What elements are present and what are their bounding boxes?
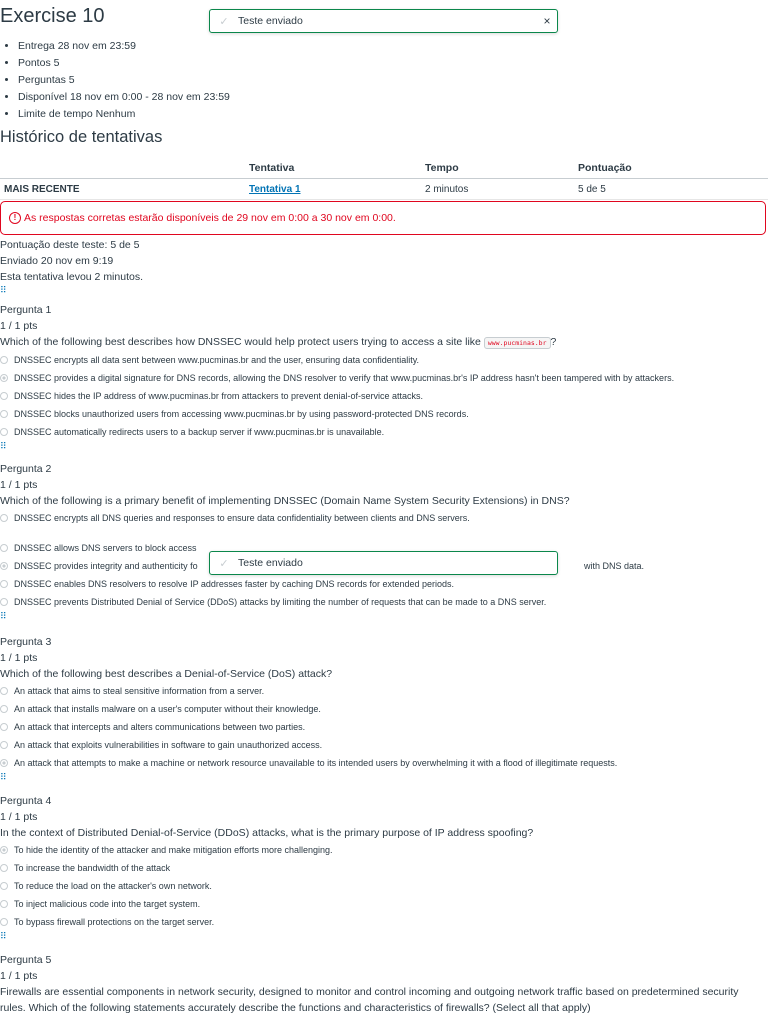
question-4 (0, 793, 533, 941)
question-name: Pergunta 1 (0, 304, 52, 316)
drag-handle-icon[interactable]: ⠿ (0, 611, 6, 621)
table-row (0, 179, 768, 200)
drag-handle-icon[interactable]: ⠿ (0, 772, 6, 782)
answer-option[interactable]: DNSSEC prevents Distributed Denial of Service (DDoS) attacks by limiting the number of requests that can be made to a DNS server. (0, 593, 768, 611)
question-name: Pergunta 3 (0, 636, 52, 648)
radio-button[interactable] (0, 900, 8, 908)
quiz-details-list (0, 38, 230, 123)
column-header (0, 157, 245, 179)
answer-option[interactable]: To inject malicious code into the target system. (0, 895, 533, 913)
drag-handle-icon[interactable]: ⠿ (0, 285, 6, 295)
answer-option[interactable]: To reduce the load on the attacker's own network. (0, 877, 533, 895)
question-text: Firewalls are essential components in network security, designed to monitor and control incoming and outgoing network traffic based on predetermined security rules. Which of the following statements accurately describe the functions and characteristics of firewalls? (Select all that apply) (0, 986, 739, 1014)
answer-option[interactable]: An attack that intercepts and alters communications between two parties. (0, 718, 617, 736)
question-text: Which of the following is a primary benefit of implementing DNSSEC (Domain Name System Security Extensions) in DNS? (0, 495, 570, 507)
radio-button[interactable] (0, 882, 8, 890)
radio-button[interactable] (0, 514, 8, 522)
answer-option[interactable]: DNSSEC hides the IP address of www.pucminas.br from attackers to prevent denial-of-service attacks. (0, 387, 674, 405)
toast-message: Teste enviado (238, 15, 303, 27)
radio-button[interactable] (0, 598, 8, 606)
most-recent-label: MAIS RECENTE (0, 179, 245, 200)
answer-option[interactable]: DNSSEC blocks unauthorized users from accessing www.pucminas.br by using password-protected DNS records. (0, 405, 674, 423)
answer-option[interactable]: An attack that installs malware on a user's computer without their knowledge. (0, 700, 617, 718)
radio-button[interactable] (0, 392, 8, 400)
question-text: Which of the following best describes a Denial-of-Service (DoS) attack? (0, 668, 333, 680)
question-name: Pergunta 4 (0, 795, 52, 807)
radio-button-selected[interactable] (0, 846, 8, 854)
question-name: Pergunta 2 (0, 463, 52, 475)
radio-button[interactable] (0, 544, 8, 552)
question-5 (0, 952, 760, 1016)
radio-button[interactable] (0, 687, 8, 695)
question-name: Pergunta 5 (0, 954, 52, 966)
attempt-summary (0, 237, 143, 295)
answer-option[interactable]: DNSSEC encrypts all DNS queries and responses to ensure data confidentiality between clients and DNS servers. (0, 509, 768, 527)
radio-button[interactable] (0, 705, 8, 713)
radio-button[interactable] (0, 410, 8, 418)
answers-availability-alert (0, 201, 766, 235)
check-icon: ✓ (219, 15, 229, 28)
submission-toast (209, 9, 558, 33)
points: • Pontos 5 (18, 55, 230, 72)
answer-option[interactable]: To hide the identity of the attacker and make mitigation efforts more challenging. (0, 841, 533, 859)
column-header-attempt: Tentativa (245, 157, 421, 179)
attempt-score: 5 de 5 (574, 179, 768, 200)
attempt-duration: Esta tentativa levou 2 minutos. (0, 271, 143, 283)
radio-button-selected[interactable] (0, 374, 8, 382)
answer-option[interactable]: DNSSEC enables DNS resolvers to resolve IP addresses faster by caching DNS records for extended periods. (0, 575, 768, 593)
answer-option[interactable]: An attack that exploits vulnerabilities in software to gain unauthorized access. (0, 736, 617, 754)
due-date: • Entrega 28 nov em 23:59 (18, 38, 230, 55)
radio-button-selected[interactable] (0, 759, 8, 767)
close-icon[interactable]: × (543, 14, 551, 28)
question-text: Which of the following best describes how DNSSEC would help protect users trying to access a site like www.pucminas.br ? (0, 336, 557, 348)
warning-icon: ! (9, 212, 21, 224)
question-points: 1 / 1 pts (0, 652, 38, 664)
question-points: 1 / 1 pts (0, 811, 38, 823)
alert-text: As respostas corretas estarão disponíveis de 29 nov em 0:00 a 30 nov em 0:00. (24, 212, 396, 224)
radio-button[interactable] (0, 428, 8, 436)
answer-option[interactable]: DNSSEC automatically redirects users to a backup server if www.pucminas.br is unavailable. (0, 423, 674, 441)
answer-option[interactable]: To bypass firewall protections on the target server. (0, 913, 533, 931)
submission-toast-duplicate (209, 551, 558, 575)
question-points: 1 / 1 pts (0, 479, 38, 491)
attempt-link[interactable]: Tentativa 1 (249, 183, 301, 195)
question-2 (0, 461, 768, 621)
time-limit: • Limite de tempo Nenhum (18, 106, 230, 123)
question-count: • Perguntas 5 (18, 72, 230, 89)
question-points: 1 / 1 pts (0, 970, 38, 982)
code-snippet: www.pucminas.br (484, 337, 551, 349)
column-header-score: Pontuação (574, 157, 768, 179)
attempt-history-table (0, 157, 768, 200)
submitted-date: Enviado 20 nov em 9:19 (0, 255, 114, 267)
radio-button[interactable] (0, 741, 8, 749)
answer-option[interactable]: DNSSEC allows DNS servers to block access (0, 539, 768, 557)
radio-button[interactable] (0, 723, 8, 731)
quiz-score: Pontuação deste teste: 5 de 5 (0, 239, 140, 251)
question-text: In the context of Distributed Denial-of-Service (DDoS) attacks, what is the primary purpose of IP address spoofing? (0, 827, 534, 839)
attempt-time: 2 minutos (421, 179, 574, 200)
table-header-row (0, 157, 768, 179)
answer-option[interactable]: DNSSEC provides integrity and authenticity fo with DNS data. (0, 557, 768, 575)
answer-option[interactable]: DNSSEC encrypts all data sent between www.pucminas.br and the user, ensuring data confidentiality. (0, 351, 674, 369)
question-points: 1 / 1 pts (0, 320, 38, 332)
drag-handle-icon[interactable]: ⠿ (0, 931, 6, 941)
radio-button[interactable] (0, 918, 8, 926)
page-title: Exercise 10 (0, 5, 105, 27)
radio-button[interactable] (0, 580, 8, 588)
radio-button-selected[interactable] (0, 562, 8, 570)
question-1 (0, 302, 674, 451)
drag-handle-icon[interactable]: ⠿ (0, 441, 6, 451)
answer-option[interactable]: DNSSEC provides a digital signature for DNS records, allowing the DNS resolver to verify that www.pucminas.br's IP address hasn't been tampered with by attackers. (0, 369, 674, 387)
answer-option[interactable]: To increase the bandwidth of the attack (0, 859, 533, 877)
question-3 (0, 634, 617, 782)
answer-option[interactable]: An attack that attempts to make a machine or network resource unavailable to its intended users by overwhelming it with a flood of illegitimate requests. (0, 754, 617, 772)
toast-message: Teste enviado (238, 557, 303, 569)
availability: • Disponível 18 nov em 0:00 - 28 nov em 23:59 (18, 89, 230, 106)
column-header-time: Tempo (421, 157, 574, 179)
attempt-history-title: Histórico de tentativas (0, 128, 163, 146)
answer-option[interactable]: An attack that aims to steal sensitive information from a server. (0, 682, 617, 700)
check-icon: ✓ (219, 557, 229, 570)
radio-button[interactable] (0, 864, 8, 872)
option-tail-text: with DNS data. (584, 561, 645, 571)
radio-button[interactable] (0, 356, 8, 364)
